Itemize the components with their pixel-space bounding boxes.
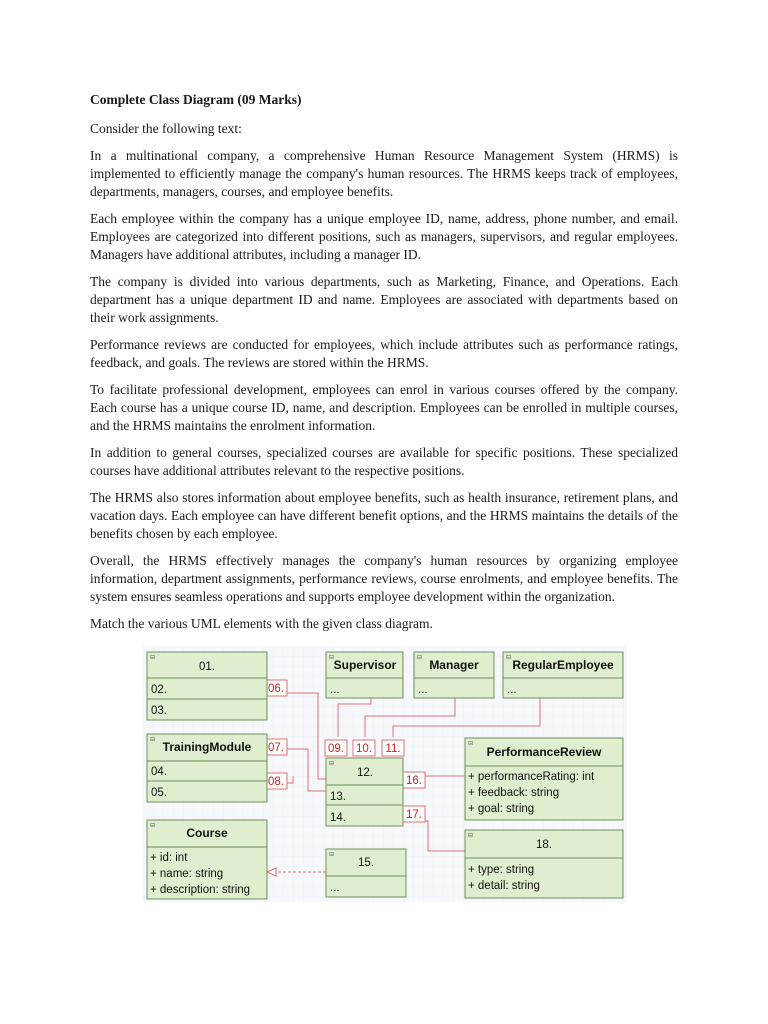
relation-label-16 bbox=[403, 772, 425, 788]
class-15-body: ... bbox=[330, 882, 340, 894]
class-18-attr-2: + detail: string bbox=[468, 880, 540, 892]
class-18-box bbox=[465, 830, 623, 898]
svg-text:⊟: ⊟ bbox=[506, 655, 512, 661]
svg-text:⊟: ⊟ bbox=[417, 655, 423, 661]
svg-text:⊟: ⊟ bbox=[150, 823, 156, 829]
manager-class-box bbox=[414, 652, 494, 698]
paragraph-10: Match the various UML elements with the given class diagram. bbox=[90, 616, 433, 631]
performance-review-class-box bbox=[465, 738, 623, 820]
class-15-box bbox=[326, 849, 406, 897]
regular-employee-body: ... bbox=[507, 684, 517, 696]
paragraph-4: The company is divided into various departments, such as Marketing, Finance, and Operations. Each department has a unique department ID and name. Employees are associated with departments based on their work assignments. bbox=[90, 274, 678, 325]
paragraph-6: To facilitate professional development, employees can enrol in various courses offered by the company. Each course has a unique course ID, name, and description. Employees can be enrolled in multiple courses, and the HRMS maintains the enrolment information. bbox=[90, 382, 678, 433]
class-01-title: 01. bbox=[199, 661, 215, 673]
class-18-attr-1: + type: string bbox=[468, 864, 535, 876]
document bbox=[90, 92, 678, 642]
regular-employee-class-box bbox=[503, 652, 623, 698]
paragraph-2: In a multinational company, a comprehensive Human Resource Management System (HRMS) is implemented to efficiently manage the company's human resources. The HRMS keeps track of employees, departments, managers, courses, and employee benefits. bbox=[90, 148, 678, 199]
paragraph-9: Overall, the HRMS effectively manages the company's human resources by organizing employee information, department assignments, performance reviews, course enrolments, and employee benefits. The system ensures seamless operations and supports employee development within the organization. bbox=[90, 553, 678, 604]
performance-review-attr-2: + feedback: string bbox=[468, 787, 560, 799]
paragraph-3: Each employee within the company has a unique employee ID, name, address, phone number, and email. Employees are categorized into different positions, such as managers, supervisors, and regular employees. Managers have additional attributes, including a manager ID. bbox=[90, 211, 678, 262]
manager-title: Manager bbox=[429, 658, 479, 672]
class-12-box bbox=[326, 758, 403, 826]
svg-text:⊟: ⊟ bbox=[329, 761, 335, 767]
class-diagram bbox=[143, 646, 627, 902]
performance-review-title: PerformanceReview bbox=[486, 745, 602, 759]
paragraph-7: In addition to general courses, specialized courses are available for specific positions. These specialized courses have additional attributes relevant to the respective positions. bbox=[90, 445, 678, 478]
svg-text:11.: 11. bbox=[385, 743, 401, 755]
supervisor-title: Supervisor bbox=[333, 658, 397, 672]
class-15-title: 15. bbox=[358, 857, 374, 869]
relation-label-06 bbox=[265, 680, 287, 696]
svg-text:⊟: ⊟ bbox=[329, 655, 335, 661]
relation-label-17 bbox=[403, 806, 425, 822]
class-12-row2: 14. bbox=[330, 812, 346, 824]
course-title: Course bbox=[186, 826, 228, 840]
relation-label-08 bbox=[265, 773, 287, 789]
class-12-title: 12. bbox=[357, 767, 373, 779]
performance-review-attr-3: + goal: string bbox=[468, 803, 535, 815]
relation-label-11 bbox=[382, 740, 404, 756]
relation-label-07 bbox=[265, 739, 287, 755]
svg-text:10.: 10. bbox=[356, 743, 372, 755]
relation-label-10 bbox=[353, 740, 375, 756]
course-class-box bbox=[147, 820, 267, 899]
svg-text:⊟: ⊟ bbox=[150, 655, 156, 661]
supervisor-class-box bbox=[326, 652, 403, 698]
relation-label-09 bbox=[325, 740, 347, 756]
paragraph-1: Consider the following text: bbox=[90, 121, 242, 136]
svg-text:⊟: ⊟ bbox=[468, 741, 474, 747]
performance-review-attr-1: + performanceRating: int bbox=[468, 771, 595, 783]
svg-text:⊟: ⊟ bbox=[150, 737, 156, 743]
class-18-title: 18. bbox=[536, 839, 552, 851]
training-module-row1: 04. bbox=[151, 766, 167, 778]
svg-text:16.: 16. bbox=[406, 775, 422, 787]
svg-text:⊟: ⊟ bbox=[468, 833, 474, 839]
class-12-row1: 13. bbox=[330, 791, 346, 803]
course-attr-1: + id: int bbox=[150, 852, 188, 864]
svg-text:09.: 09. bbox=[328, 743, 344, 755]
svg-text:⊟: ⊟ bbox=[329, 852, 335, 858]
supervisor-body: ... bbox=[330, 684, 340, 696]
document-title: Complete Class Diagram (09 Marks) bbox=[90, 92, 302, 107]
training-module-class-box bbox=[147, 734, 267, 802]
svg-text:07.: 07. bbox=[268, 742, 284, 754]
course-attr-3: + description: string bbox=[150, 884, 251, 896]
training-module-title: TrainingModule bbox=[162, 740, 252, 754]
class-01-box bbox=[147, 652, 267, 720]
paragraph-5: Performance reviews are conducted for employees, which include attributes such as performance ratings, feedback, and goals. The reviews are stored within the HRMS. bbox=[90, 337, 678, 370]
svg-text:08.: 08. bbox=[268, 776, 284, 788]
course-attr-2: + name: string bbox=[150, 868, 224, 880]
class-01-row1: 02. bbox=[151, 684, 167, 696]
svg-text:17.: 17. bbox=[406, 809, 422, 821]
manager-body: ... bbox=[418, 684, 428, 696]
class-01-row2: 03. bbox=[151, 705, 167, 717]
regular-employee-title: RegularEmployee bbox=[512, 658, 614, 672]
svg-text:06.: 06. bbox=[268, 683, 284, 695]
training-module-row2: 05. bbox=[151, 787, 167, 799]
paragraph-8: The HRMS also stores information about employee benefits, such as health insurance, retirement plans, and vacation days. Each employee can have different benefit options, and the HRMS maintains the details of the benefits chosen by each employee. bbox=[90, 490, 678, 541]
